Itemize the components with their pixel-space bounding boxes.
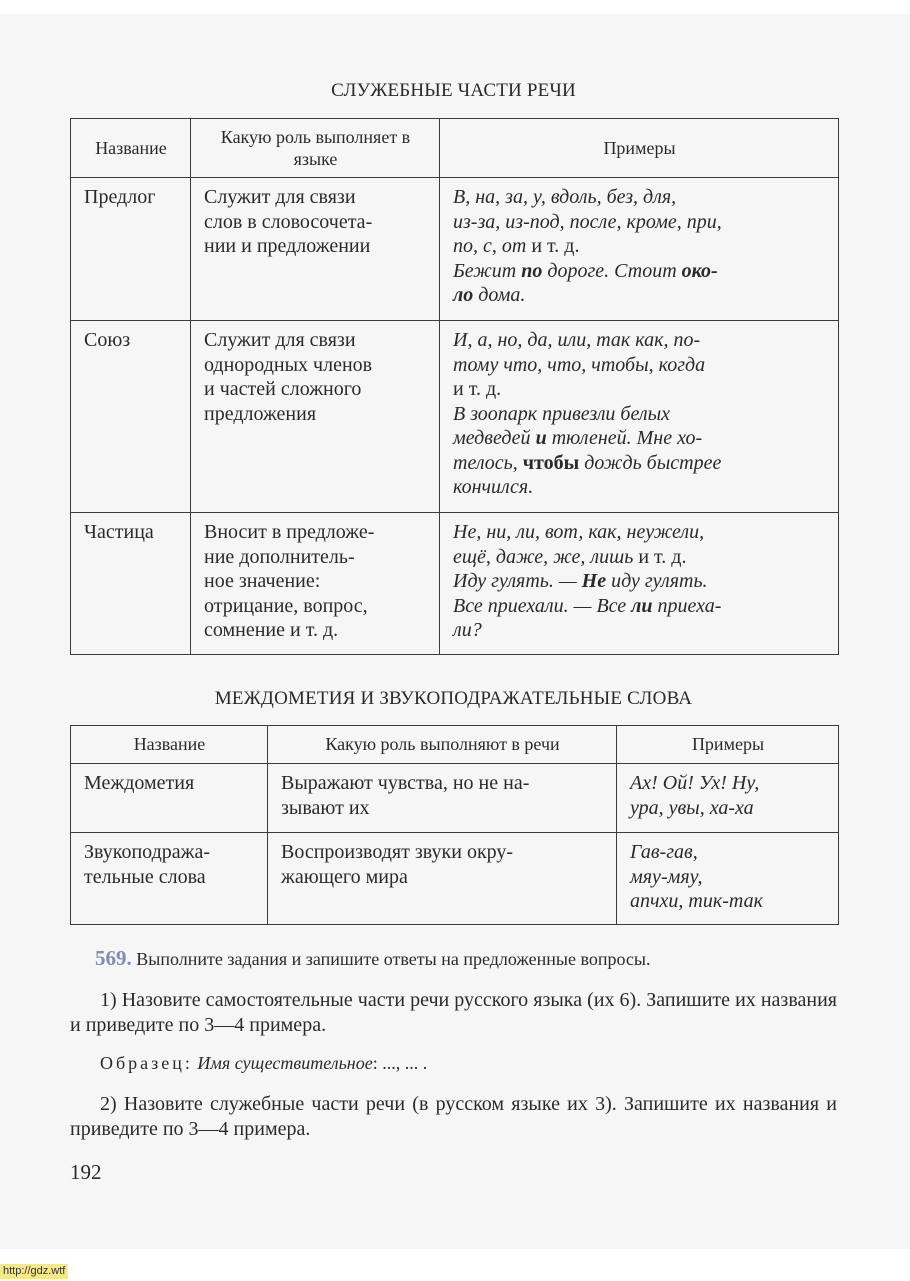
exercise-task-2: 2) Назовите служебные части речи (в русском языке их 3). Запишите их названия и приведите по 3—4 примера. bbox=[70, 1093, 837, 1140]
table-row bbox=[71, 321, 839, 513]
cell-role: Вносит в предложе- ние дополнитель- ное значение: отрицание, вопрос, сомнение и т. д. bbox=[191, 513, 440, 655]
header-role: Какую роль выполняют в речи bbox=[268, 726, 617, 764]
table-row bbox=[71, 833, 839, 925]
cell-role: Служит для связи однородных членов и частей сложного предложения bbox=[191, 321, 440, 513]
cell-role: Служит для связи слов в словосочета- нии и предложении bbox=[191, 178, 440, 321]
cell-role: Воспроизводят звуки окру- жающего мира bbox=[268, 833, 617, 925]
table-header-row bbox=[71, 119, 839, 178]
exercise-task-1: 1) Назовите самостоятельные части речи русского языка (их 6). Запишите их названия и приведите по 3—4 примера. bbox=[70, 989, 837, 1036]
cell-examples: Ах! Ой! Ух! Ну, ура, увы, ха-ха bbox=[617, 764, 839, 833]
header-role: Какую роль выполняет в языке bbox=[191, 119, 440, 178]
interjections-table bbox=[70, 725, 839, 925]
cell-examples: В, на, за, у, вдоль, без, для, из-за, из-под, после, кроме, при, по, с, от и т. д. Бежит по дороге. Стоит око- ло дома. bbox=[440, 178, 839, 321]
function-words-table bbox=[70, 118, 839, 655]
header-name: Название bbox=[71, 726, 268, 764]
table-row bbox=[71, 764, 839, 833]
section-title-interjections: МЕЖДОМЕТИЯ И ЗВУКОПОДРАЖАТЕЛЬНЫЕ СЛОВА bbox=[214, 688, 693, 709]
section-title-function-words: СЛУЖЕБНЫЕ ЧАСТИ РЕЧИ bbox=[331, 80, 576, 101]
header-examples: Примеры bbox=[440, 119, 839, 178]
cell-name: Союз bbox=[71, 321, 191, 513]
cell-name: Звукоподража- тельные слова bbox=[71, 833, 268, 925]
exercise-number: 569. bbox=[95, 946, 132, 970]
header-name: Название bbox=[71, 119, 191, 178]
table-header-row bbox=[71, 726, 839, 764]
exercise-instruction: 569. Выполните задания и запишите ответы на предложенные вопросы. bbox=[95, 946, 651, 970]
table-row bbox=[71, 178, 839, 321]
cell-name: Междометия bbox=[71, 764, 268, 833]
exercise-sample: Образец: Имя существительное: ..., ... . bbox=[100, 1053, 428, 1073]
cell-examples: И, а, но, да, или, так как, по- тому что, что, чтобы, когда и т. д. В зоопарк привезли белых медведей и тюленей. Мне хо- телось, чтобы дождь быстрее кончился. bbox=[440, 321, 839, 513]
cell-role: Выражают чувства, но не на- зывают их bbox=[268, 764, 617, 833]
watermark-link[interactable]: http://gdz.wtf bbox=[0, 1264, 68, 1279]
table-row bbox=[71, 513, 839, 655]
cell-name: Частица bbox=[71, 513, 191, 655]
cell-name: Предлог bbox=[71, 178, 191, 321]
header-examples: Примеры bbox=[617, 726, 839, 764]
cell-examples: Не, ни, ли, вот, как, неужели, ещё, даже, же, лишь и т. д. Иду гулять. — Не иду гулять. Все приехали. — Все ли приеха- ли? bbox=[440, 513, 839, 655]
cell-examples: Гав-гав, мяу-мяу, апчхи, тик-так bbox=[617, 833, 839, 925]
page-number: 192 bbox=[70, 1160, 102, 1184]
